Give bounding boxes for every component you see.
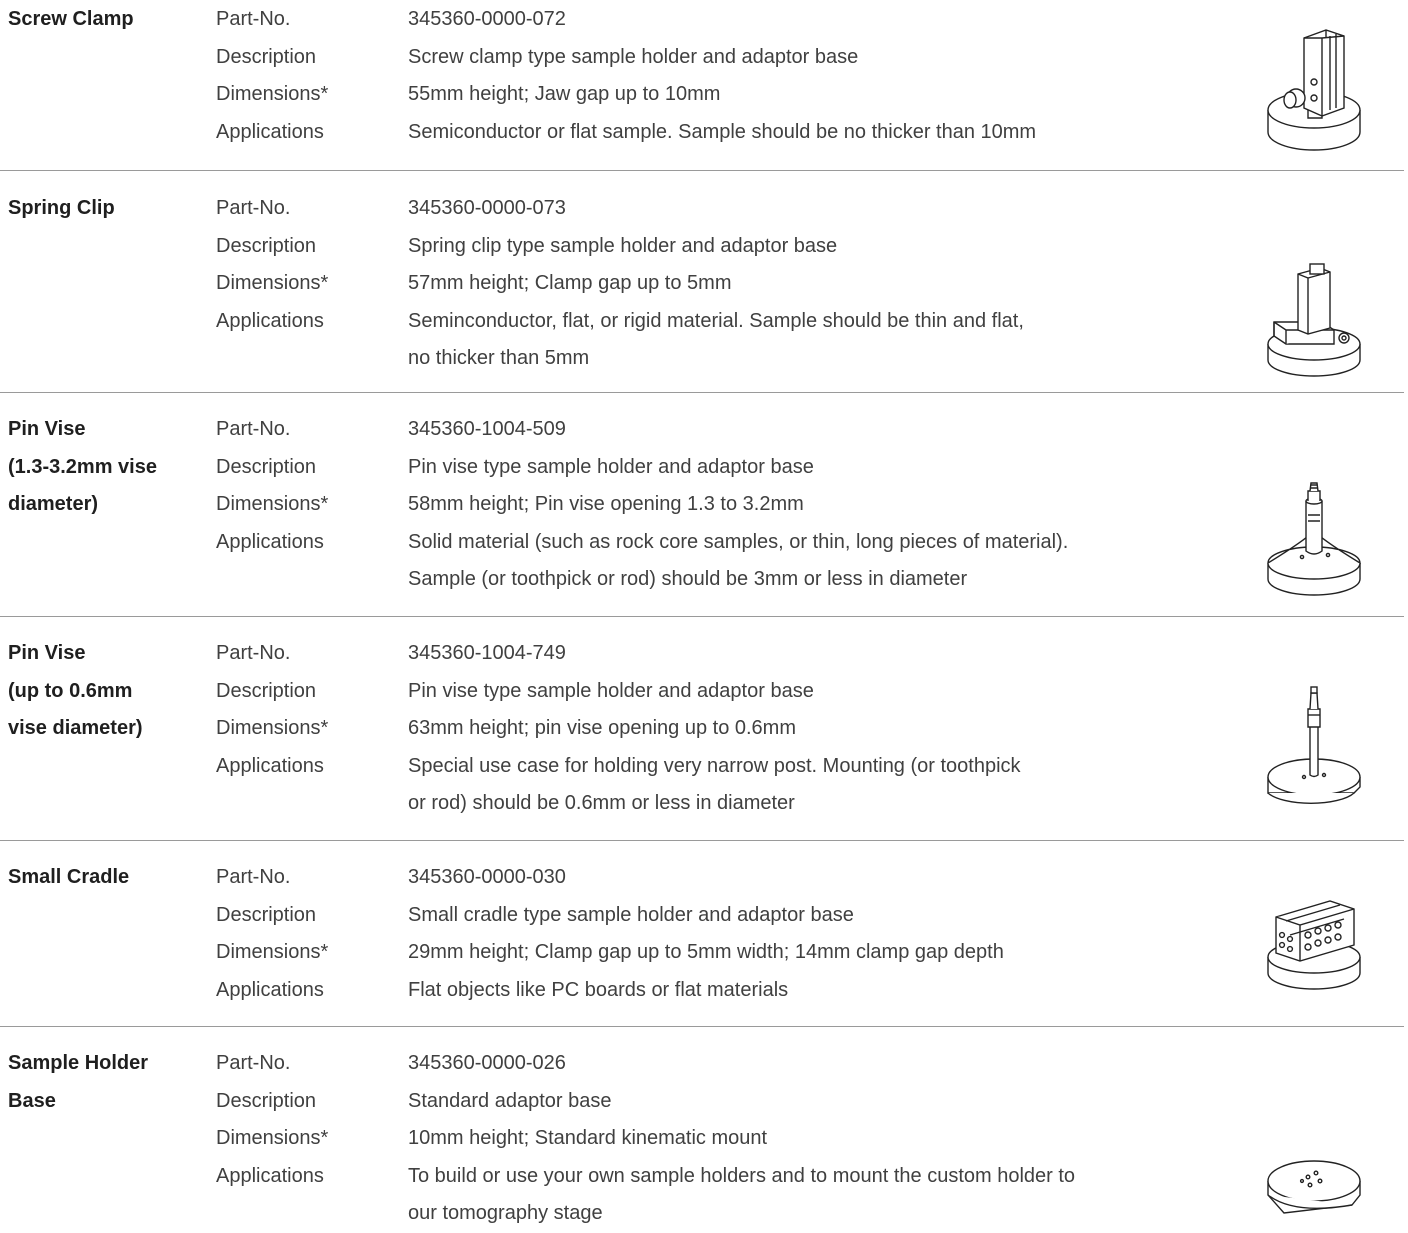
field-values bbox=[408, 1045, 1188, 1233]
field-values bbox=[408, 635, 1188, 823]
product-name: Pin Vise (up to 0.6mm vise diameter) bbox=[8, 642, 143, 740]
applications-text: Special use case for holding very narrow post. Mounting (or toothpick bbox=[408, 754, 1021, 777]
field-labels bbox=[216, 190, 396, 340]
field-values bbox=[408, 1, 1188, 151]
label-applications: Applications bbox=[216, 309, 324, 332]
label-part-no: Part-No. bbox=[216, 866, 291, 888]
part-number: 345360-0000-072 bbox=[408, 8, 566, 30]
label-applications: Applications bbox=[216, 1164, 324, 1187]
part-number: 345360-1004-509 bbox=[408, 418, 566, 440]
label-part-no: Part-No. bbox=[216, 1052, 291, 1074]
applications-text-cont: our tomography stage bbox=[408, 1202, 603, 1225]
applications-text: Solid material (such as rock core samples, or thin, long pieces of material). bbox=[408, 530, 1069, 553]
label-applications: Applications bbox=[216, 754, 324, 777]
label-part-no: Part-No. bbox=[216, 418, 291, 440]
label-part-no: Part-No. bbox=[216, 197, 291, 219]
label-dimensions: Dimensions* bbox=[216, 717, 329, 740]
product-name: Sample Holder Base bbox=[8, 1052, 149, 1112]
field-labels bbox=[216, 859, 396, 1009]
label-part-no: Part-No. bbox=[216, 8, 291, 30]
screw-clamp-holder-icon bbox=[1264, 24, 1364, 152]
sample-holder-base-icon bbox=[1264, 1155, 1364, 1219]
label-description: Description bbox=[216, 903, 317, 926]
field-labels bbox=[216, 411, 396, 561]
row-divider bbox=[0, 1026, 1404, 1027]
field-labels bbox=[216, 635, 396, 785]
part-number: 345360-0000-026 bbox=[408, 1052, 566, 1074]
applications-text: Seminconductor, flat, or rigid material. Sample should be thin and flat, bbox=[408, 309, 1024, 332]
applications-text: Flat objects like PC boards or flat materials bbox=[408, 978, 789, 1001]
field-values bbox=[408, 411, 1188, 599]
label-description: Description bbox=[216, 1089, 317, 1112]
field-labels bbox=[216, 1045, 396, 1195]
field-values bbox=[408, 859, 1188, 1009]
spring-clip-holder-icon bbox=[1264, 260, 1364, 380]
label-dimensions: Dimensions* bbox=[216, 493, 329, 516]
product-name: Screw Clamp bbox=[8, 8, 134, 30]
label-description: Description bbox=[216, 679, 317, 702]
label-dimensions: Dimensions* bbox=[216, 1127, 329, 1150]
applications-text: To build or use your own sample holders and to mount the custom holder to bbox=[408, 1164, 1076, 1187]
field-values bbox=[408, 190, 1188, 378]
description-text: Spring clip type sample holder and adaptor base bbox=[408, 234, 838, 257]
pin-vise-large-holder-icon bbox=[1264, 481, 1364, 601]
product-name: Pin Vise (1.3-3.2mm vise diameter) bbox=[8, 418, 157, 516]
label-applications: Applications bbox=[216, 978, 324, 1001]
description-text: Standard adaptor base bbox=[408, 1089, 612, 1112]
row-divider bbox=[0, 170, 1404, 171]
small-cradle-holder-icon bbox=[1264, 895, 1364, 995]
label-description: Description bbox=[216, 45, 317, 68]
description-text: Pin vise type sample holder and adaptor base bbox=[408, 679, 814, 702]
dimensions-text: 29mm height; Clamp gap up to 5mm width; 14mm clamp gap depth bbox=[408, 941, 1004, 964]
dimensions-text: 55mm height; Jaw gap up to 10mm bbox=[408, 83, 721, 106]
label-dimensions: Dimensions* bbox=[216, 272, 329, 295]
label-dimensions: Dimensions* bbox=[216, 83, 329, 106]
row-divider bbox=[0, 616, 1404, 617]
label-applications: Applications bbox=[216, 530, 324, 553]
applications-text-cont: Sample (or toothpick or rod) should be 3mm or less in diameter bbox=[408, 568, 968, 591]
pin-vise-small-holder-icon bbox=[1264, 685, 1364, 815]
description-text: Small cradle type sample holder and adaptor base bbox=[408, 903, 854, 926]
field-labels bbox=[216, 1, 396, 151]
dimensions-text: 10mm height; Standard kinematic mount bbox=[408, 1127, 768, 1150]
label-description: Description bbox=[216, 234, 317, 257]
description-text: Pin vise type sample holder and adaptor base bbox=[408, 455, 814, 478]
applications-text-cont: no thicker than 5mm bbox=[408, 347, 590, 370]
label-applications: Applications bbox=[216, 120, 324, 143]
dimensions-text: 57mm height; Clamp gap up to 5mm bbox=[408, 272, 732, 295]
dimensions-text: 63mm height; pin vise opening up to 0.6mm bbox=[408, 717, 796, 740]
product-name: Spring Clip bbox=[8, 197, 115, 219]
applications-text-cont: or rod) should be 0.6mm or less in diameter bbox=[408, 792, 795, 815]
part-number: 345360-0000-030 bbox=[408, 866, 566, 888]
label-description: Description bbox=[216, 455, 317, 478]
part-number: 345360-0000-073 bbox=[408, 197, 566, 219]
row-divider bbox=[0, 392, 1404, 393]
dimensions-text: 58mm height; Pin vise opening 1.3 to 3.2mm bbox=[408, 493, 804, 516]
description-text: Screw clamp type sample holder and adaptor base bbox=[408, 45, 859, 68]
label-part-no: Part-No. bbox=[216, 642, 291, 664]
product-name: Small Cradle bbox=[8, 866, 130, 888]
label-dimensions: Dimensions* bbox=[216, 941, 329, 964]
part-number: 345360-1004-749 bbox=[408, 642, 566, 664]
applications-text: Semiconductor or flat sample. Sample should be no thicker than 10mm bbox=[408, 120, 1037, 143]
row-divider bbox=[0, 840, 1404, 841]
